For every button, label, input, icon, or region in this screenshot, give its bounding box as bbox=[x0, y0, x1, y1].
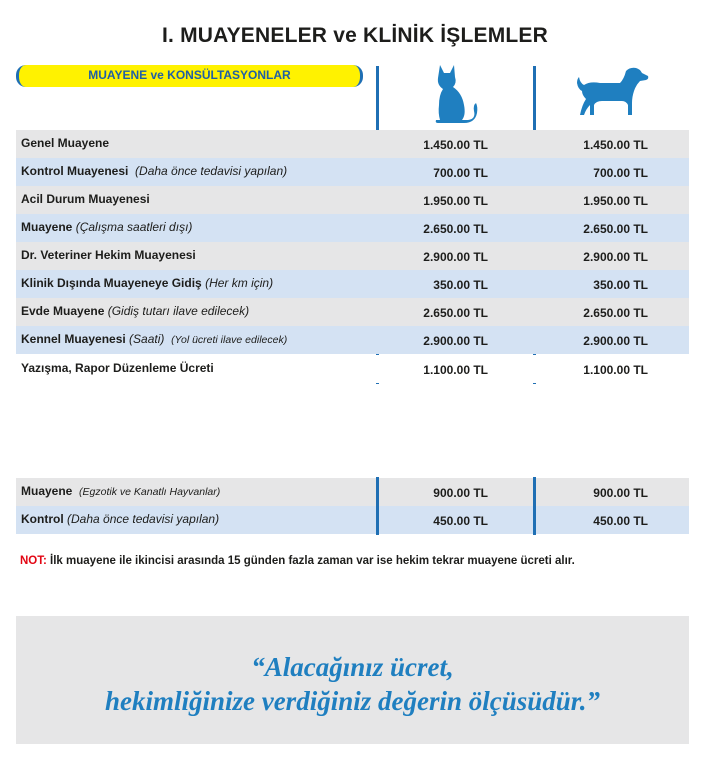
price-dog: 2.650.00 TL bbox=[583, 222, 648, 236]
service-name: Muayene bbox=[21, 484, 73, 498]
service-name: Muayene bbox=[21, 220, 73, 234]
price-cat: 1.950.00 TL bbox=[423, 194, 488, 208]
service-name: Dr. Veteriner Hekim Muayenesi bbox=[21, 248, 196, 262]
price-cat: 700.00 TL bbox=[433, 166, 488, 180]
cat-icon bbox=[432, 63, 478, 125]
service-name: Yazışma, Rapor Düzenleme Ücreti bbox=[21, 361, 214, 375]
service-name: Genel Muayene bbox=[21, 136, 110, 150]
service-name: Evde Muayene bbox=[21, 304, 105, 318]
service-note: (Daha önce tedavisi yapılan) bbox=[67, 512, 220, 526]
price-dog: 2.650.00 TL bbox=[583, 306, 648, 320]
table-row bbox=[16, 270, 689, 298]
quote-line-2: hekimliğinize verdiğiniz değerin ölçüsüdür.” bbox=[104, 686, 601, 716]
price-dog: 1.950.00 TL bbox=[583, 194, 648, 208]
table-row bbox=[16, 326, 689, 354]
service-note: (Her km için) bbox=[205, 276, 274, 290]
table-row bbox=[16, 130, 689, 158]
price-dog: 1.450.00 TL bbox=[583, 138, 648, 152]
table-row bbox=[16, 298, 689, 326]
footnote-text: İlk muayene ile ikincisi arasında 15 günden fazla zaman var ise hekim tekrar muayene ücreti alır. bbox=[50, 555, 575, 567]
price-a: 900.00 TL bbox=[433, 486, 488, 500]
price-cat: 2.900.00 TL bbox=[423, 250, 488, 264]
table-row bbox=[16, 158, 689, 186]
service-name: Klinik Dışında Muayeneye Gidiş bbox=[21, 276, 202, 290]
quote bbox=[16, 650, 689, 718]
table-row bbox=[16, 478, 689, 506]
price-dog: 700.00 TL bbox=[593, 166, 648, 180]
dog-icon bbox=[574, 65, 650, 117]
service-note: (Çalışma saatleri dışı) bbox=[75, 220, 193, 234]
table-row bbox=[16, 186, 689, 214]
footnote-tag: NOT: bbox=[20, 555, 47, 567]
price-dog: 350.00 TL bbox=[593, 278, 648, 292]
price-dog: 2.900.00 TL bbox=[583, 334, 648, 348]
table-row bbox=[16, 355, 689, 383]
service-name: Kontrol Muayenesi bbox=[21, 164, 129, 178]
service-name: Kennel Muayenesi bbox=[21, 332, 126, 346]
price-cat: 1.450.00 TL bbox=[423, 138, 488, 152]
footnote bbox=[20, 555, 575, 567]
quote-line-1: “Alacağınız ücret, bbox=[251, 652, 454, 682]
quote-box bbox=[16, 616, 689, 744]
price-dog: 2.900.00 TL bbox=[583, 250, 648, 264]
table-row bbox=[16, 242, 689, 270]
price-a: 450.00 TL bbox=[433, 514, 488, 528]
service-note: (Daha önce tedavisi yapılan) bbox=[135, 164, 288, 178]
price-dog: 1.100.00 TL bbox=[583, 363, 648, 377]
service-note-2: (Yol ücreti ilave edilecek) bbox=[171, 334, 288, 346]
column-divider bbox=[376, 477, 379, 535]
price-cat: 2.650.00 TL bbox=[423, 222, 488, 236]
column-divider bbox=[533, 477, 536, 535]
price-cat: 2.650.00 TL bbox=[423, 306, 488, 320]
service-name: Acil Durum Muayenesi bbox=[21, 192, 150, 206]
price-cat: 2.900.00 TL bbox=[423, 334, 488, 348]
page-title: I. MUAYENELER ve KLİNİK İŞLEMLER bbox=[161, 24, 548, 47]
section-label: MUAYENE ve KONSÜLTASYONLAR bbox=[16, 65, 363, 87]
service-note: (Saati) bbox=[129, 332, 165, 346]
price-b: 450.00 TL bbox=[593, 514, 648, 528]
price-cat: 1.100.00 TL bbox=[423, 363, 488, 377]
table-row bbox=[16, 506, 689, 534]
service-note: (Gidiş tutarı ilave edilecek) bbox=[107, 304, 250, 318]
table-row bbox=[16, 214, 689, 242]
price-cat: 350.00 TL bbox=[433, 278, 488, 292]
price-b: 900.00 TL bbox=[593, 486, 648, 500]
service-name: Kontrol bbox=[21, 512, 64, 526]
service-note: (Egzotik ve Kanatlı Hayvanlar) bbox=[79, 486, 221, 498]
